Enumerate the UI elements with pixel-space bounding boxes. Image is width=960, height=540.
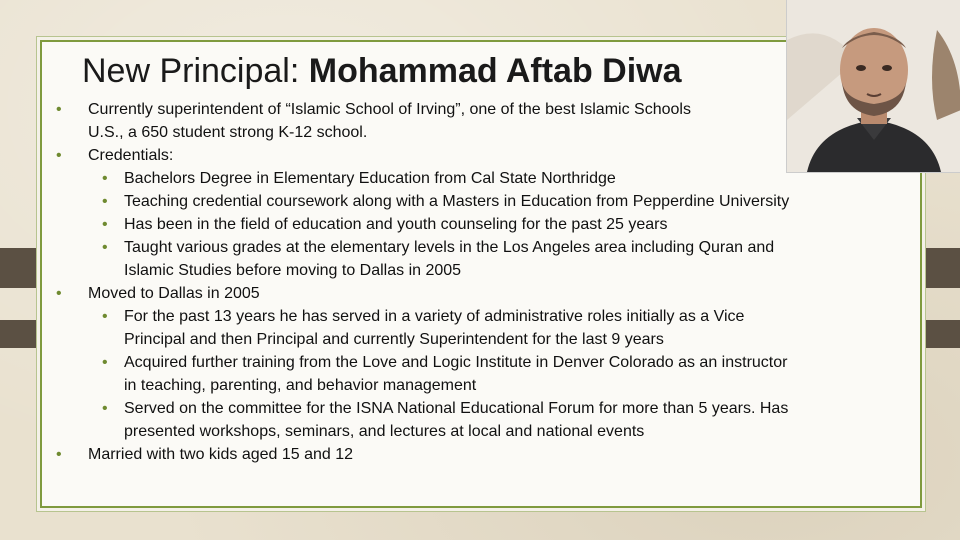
bullet-text: Married with two kids aged 15 and 12 <box>88 446 354 463</box>
slide-title <box>82 52 682 91</box>
bullet-list <box>54 98 914 466</box>
bullet-moved-dallas <box>54 282 914 443</box>
title-name: Mohammad Aftab Diwa <box>308 52 682 90</box>
sub-bullet: • For the past 13 years he has served in a variety of administrative roles initially as a Vice Principal and then Principal and currently Superintendent for the last 9 years <box>102 305 914 351</box>
sub-bullet: • Has been in the field of education and youth counseling for the past 25 years <box>102 213 914 236</box>
bullet-text-continued: U.S., a 650 student strong K-12 school. <box>88 124 368 141</box>
bullet-family <box>54 443 914 466</box>
bullet-superintendent <box>54 98 914 144</box>
sub-bullet: • Bachelors Degree in Elementary Education from Cal State Northridge <box>102 167 914 190</box>
sub-bullet: • Served on the committee for the ISNA National Educational Forum for more than 5 years. Has presented workshops, seminars, and lectures at local and national events <box>102 397 914 443</box>
sub-bullet-list <box>88 167 914 282</box>
person-photo-icon <box>787 0 960 172</box>
bullet-content <box>54 98 914 466</box>
title-prefix: New Principal: <box>82 52 309 90</box>
sub-bullet: • Teaching credential coursework along with a Masters in Education from Pepperdine University <box>102 190 914 213</box>
bullet-text: Credentials: <box>88 147 174 164</box>
bullet-text: Currently superintendent of “Islamic School of Irving”, one of the best Islamic Schools <box>88 101 691 118</box>
sub-bullet: • Acquired further training from the Love and Logic Institute in Denver Colorado as an instructor in teaching, parenting, and behavior management <box>102 351 914 397</box>
sub-bullet: • Taught various grades at the elementary levels in the Los Angeles area including Quran and Islamic Studies before moving to Dallas in 2005 <box>102 236 914 282</box>
bullet-credentials <box>54 144 914 282</box>
sub-bullet-list <box>88 305 914 443</box>
person-photo <box>786 0 960 173</box>
bullet-text: Moved to Dallas in 2005 <box>88 285 260 302</box>
